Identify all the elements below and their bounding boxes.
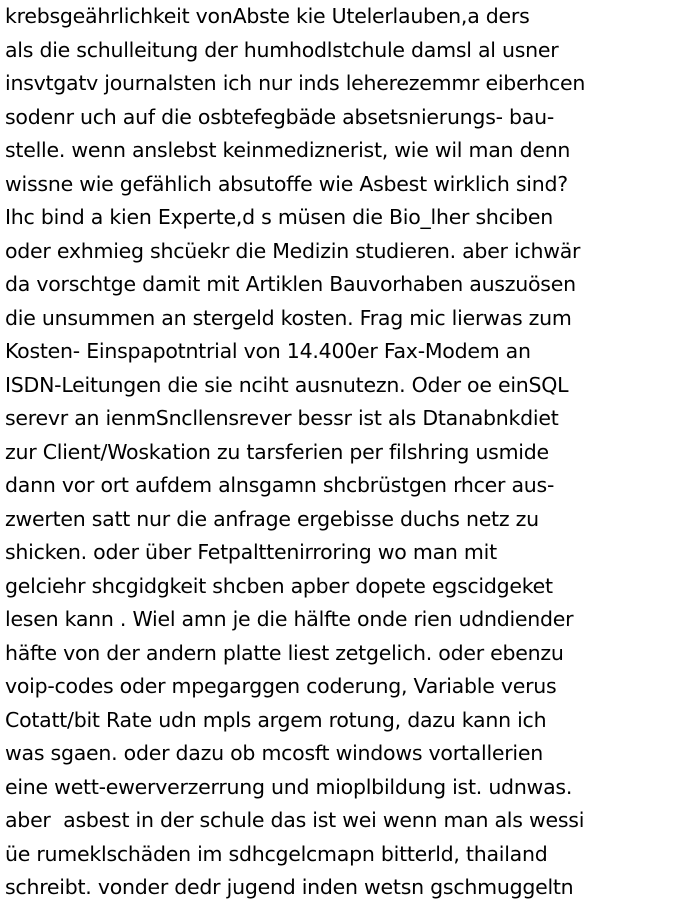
text-line: wissne wie gefählich absutoffe wie Asbest wirklich sind? — [5, 171, 568, 196]
text-line: shicken. oder über Fetpalttenirroring wo man mit — [5, 540, 497, 564]
text-line: was sgaen. oder dazu ob mcosft windows vortallerien — [5, 741, 543, 765]
text-line: gelciehr shcgidgkeit shcben apber dopete egscidgeket — [5, 573, 553, 598]
text-line: aber asbest in der schule das ist wei wenn man als wessi — [5, 808, 585, 832]
text-line: Ihc bind a kien Experte,d s müsen die Bio_lher shciben — [5, 205, 554, 229]
text-body — [5, 0, 681, 905]
text-line: stelle. wenn anslebst keinmediznerist, wie wil man denn — [5, 138, 571, 162]
text-line: die unsummen an stergeld kosten. Frag mic lierwas zum — [5, 305, 572, 330]
text-line: voip-codes oder mpegarggen coderung, Variable verus — [5, 674, 557, 698]
text-line: krebsgeährlichkeit vonAbste kie Utelerlauben,a ders — [5, 4, 530, 28]
text-line: da vorschtge damit mit Artiklen Bauvorhaben auszuösen — [5, 272, 576, 296]
text-line: dann vor ort aufdem alnsgamn shcbrüstgen rhcer aus- — [5, 473, 555, 497]
text-line: sodenr uch auf die osbtefegbäde absetsnierungs- bau- — [5, 104, 554, 129]
text-line: oder exhmieg shcüekr die Medizin studieren. aber ichwär — [5, 238, 581, 263]
text-line: insvtgatv journalsten ich nur inds leherezemmr eiberhcen — [5, 71, 586, 95]
text-line: serevr an ienmSncllensrever bessr ist als Dtanabnkdiet — [5, 406, 559, 430]
text-line: Kosten- Einspapotntrial von 14.400er Fax-Modem an — [5, 339, 531, 363]
text-line: ISDN-Leitungen die sie nciht ausnutezn. Oder oe einSQL — [5, 372, 569, 397]
text-line: zwerten satt nur die anfrage ergebisse duchs netz zu — [5, 506, 539, 531]
text-line: üe rumeklschäden im sdhcgelcmapn bitterld, thailand — [5, 841, 548, 866]
text-line: zur Client/Woskation zu tarsferien per filshring usmide — [5, 439, 549, 464]
text-line: eine wett-ewerverzerrung und mioplbildung ist. udnwas. — [5, 774, 573, 799]
text-line: als die schulleitung der humhodlstchule damsl al usner — [5, 37, 559, 62]
text-line: Cotatt/bit Rate udn mpls argem rotung, dazu kann ich — [5, 707, 547, 732]
text-line: lesen kann . Wiel amn je die hälfte onde rien udndiender — [5, 607, 574, 631]
text-line: häfte von der andern platte liest zetgelich. oder ebenzu — [5, 640, 564, 665]
text-line: schreibt. vonder dedr jugend inden wetsn gschmuggeltn — [5, 875, 574, 899]
